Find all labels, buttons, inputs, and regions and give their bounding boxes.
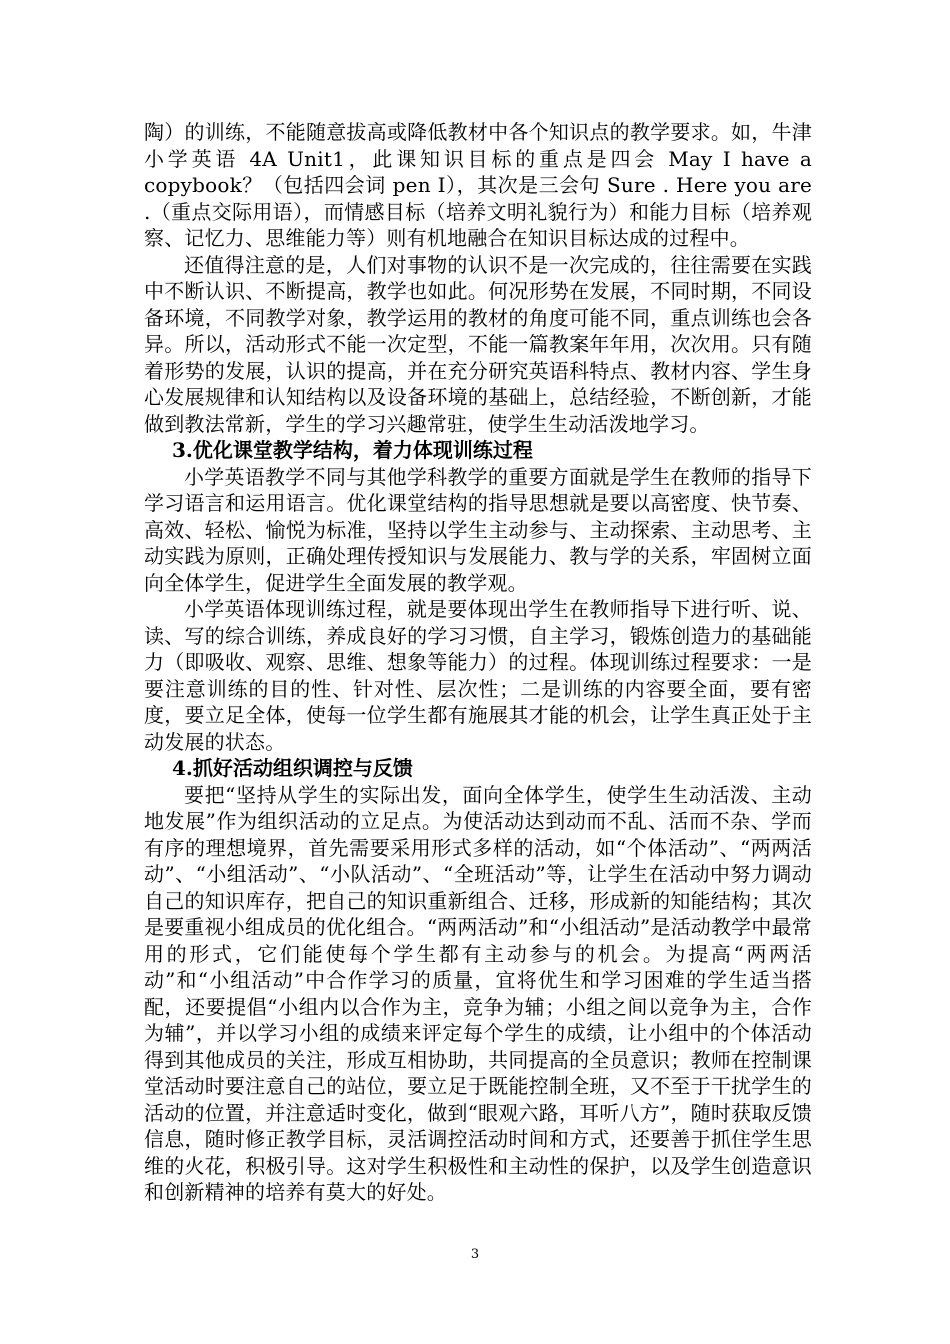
body-paragraph: 陶）的训练，不能随意拔高或降低教材中各个知识点的教学要求。如，牛津小学英语 4A Unit1，此课知识目标的重点是四会 May I have a copybook？（包括四会词 pen I），其次是三会句 Sure . Here you are .（重点交际用语），而情感目标（培养文明礼貌行为）和能力目标（培养观察、记忆力、思维能力等）则有机地融合在知识目标达成的过程中。 [144, 120, 812, 250]
body-paragraph: 小学英语教学不同与其他学科教学的重要方面就是学生在教师的指导下学习语言和运用语言。优化课堂结构的指导思想就是要以高密度、快节奏、高效、轻松、愉悦为标准，坚持以学生主动参与、主动探索、主动思考、主动实践为原则，正确处理传授知识与发展能力、教与学的关系，牢固树立面向全体学生，促进学生全面发展的教学观。 [144, 464, 812, 595]
section-heading: 4.抓好活动组织调控与反馈 [172, 756, 413, 780]
body-paragraph: 要把“坚持从学生的实际出发，面向全体学生，使学生生动活泼、主动地发展”作为组织活动的立足点。为使活动达到动而不乱、活而不杂、学而有序的理想境界，首先需要采用形式多样的活动，如“个体活动”、“两两活动”、“小组活动”、“小队活动”、“全班活动”等，让学生在活动中努力调动自己的知识库存，把自己的知识重新组合、迁移，形成新的知能结构；其次是要重视小组成员的优化组合。“两两活动”和“小组活动”是活动教学中最常用的形式，它们能使每个学生都有主动参与的机会。为提高“两两活动”和“小组活动”中合作学习的质量，宜将优生和学习困难的学生适当搭配，还要提倡“小组内以合作为主，竞争为辅；小组之间以竞争为主，合作为辅”，并以学习小组的成绩来评定每个学生的成绩，让小组中的个体活动得到其他成员的关注，形成互相协助，共同提高的全员意识；教师在控制课堂活动时要注意自己的站位，要立足于既能控制全班，又不至于干扰学生的活动的位置，并注意适时变化，做到“眼观六路，耳听八方”，随时获取反馈信息，随时修正教学目标，灵活调控活动时间和方式，还要善于抓住学生思维的火花，积极引导。这对学生积极性和主动性的保护，以及学生创造意识和创新精神的培养有莫大的好处。 [144, 782, 812, 1204]
page-number: 3 [470, 1247, 480, 1262]
section-heading: 3.优化课堂教学结构，着力体现训练过程 [172, 438, 533, 462]
body-paragraph: 还值得注意的是，人们对事物的认识不是一次完成的，往往需要在实践中不断认识、不断提高，教学也如此。何况形势在发展，不同时期，不同设备环境，不同教学对象，教学运用的教材的角度可能不同，重点训练也会各异。所以，活动形式不能一次定型，不能一篇教案年年用，次次用。只有随着形势的发展，认识的提高，并在充分研究英语科特点、教材内容、学生身心发展规律和认知结构以及设备环境的基础上，总结经验，不断创新，才能做到教法常新，学生的学习兴趣常驻，使学生生动活泼地学习。 [144, 252, 812, 436]
body-paragraph: 小学英语体现训练过程，就是要体现出学生在教师指导下进行听、说、读、写的综合训练，养成良好的学习习惯，自主学习，锻炼创造力的基础能力（即吸收、观察、思维、想象等能力）的过程。体现训练过程要求：一是要注意训练的目的性、针对性、层次性；二是训练的内容要全面，要有密度，要立足全体，使每一位学生都有施展其才能的机会，让学生真正处于主动发展的状态。 [144, 597, 812, 754]
document-body [144, 119, 812, 1206]
